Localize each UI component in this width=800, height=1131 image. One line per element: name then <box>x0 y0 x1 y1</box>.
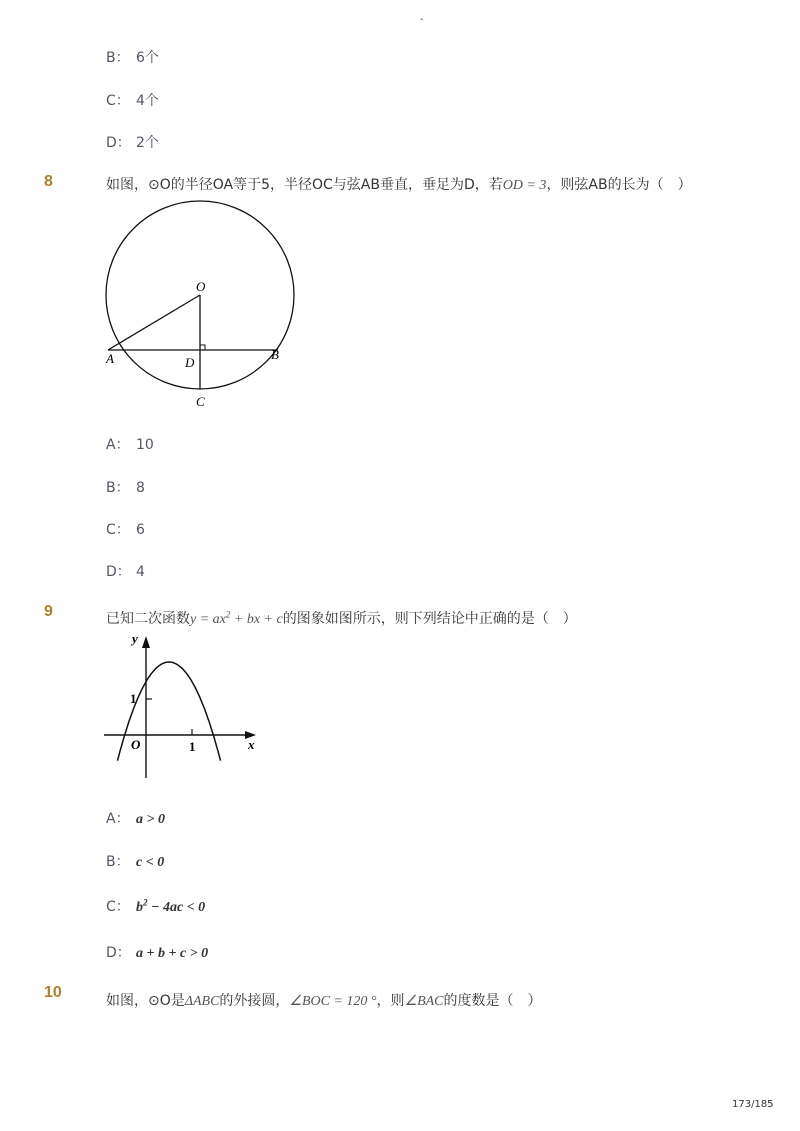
label-y-one: 1 <box>130 691 137 706</box>
option-label: B： <box>106 854 130 870</box>
label-o: O <box>196 279 206 294</box>
question-8-text <box>106 174 692 194</box>
question-number-9: 9 <box>44 603 53 620</box>
option-text: 4个 <box>136 93 159 109</box>
option-label: C： <box>106 93 130 109</box>
q9-text-a: 已知二次函数 <box>106 611 190 627</box>
label-origin: O <box>131 737 141 752</box>
label-c: C <box>196 394 205 409</box>
label-a: A <box>106 351 114 366</box>
option-label: A： <box>106 437 130 453</box>
question-number-8: 8 <box>44 173 53 190</box>
y-axis-arrow <box>142 636 150 648</box>
q8-option-c[interactable] <box>106 519 145 539</box>
q8-text-a: 如图，⊙O的半径OA等于5，半径OC与弦AB垂直，垂足为D，若 <box>106 177 503 193</box>
q7-option-d[interactable] <box>106 132 159 152</box>
q8-text-b: ，则弦AB的长为（ ） <box>546 177 692 193</box>
question-number-10: 10 <box>44 984 62 1001</box>
header-mark: - <box>420 14 424 25</box>
q9-math-b: + bx + c <box>230 612 283 627</box>
page-number: 173/185 <box>732 1099 774 1110</box>
option-text: 6个 <box>136 50 159 66</box>
option-text: 4 <box>136 564 145 580</box>
option-label: D： <box>106 135 131 151</box>
q8-option-b[interactable] <box>106 477 145 497</box>
q7-option-b[interactable] <box>106 47 159 67</box>
q9-math-a: y = ax <box>190 612 226 627</box>
option-math: c < 0 <box>136 855 165 870</box>
option-math-a: b <box>136 900 143 915</box>
q9-text-b: 的图象如图所示，则下列结论中正确的是（ ） <box>282 611 577 627</box>
q9-option-a[interactable] <box>106 808 165 828</box>
q8-option-a[interactable] <box>106 434 154 454</box>
question-9-text <box>106 608 577 628</box>
q9-math-sup: 2 <box>225 609 231 620</box>
radius-oa <box>108 295 200 350</box>
q10-text-d: 的度数是（ ） <box>443 993 542 1009</box>
option-label: D： <box>106 945 131 961</box>
q8-circle-figure <box>100 195 310 415</box>
option-math: a + b + c > 0 <box>136 946 209 961</box>
q10-text-c: ，则 <box>376 993 405 1009</box>
label-d: D <box>185 355 195 370</box>
label-x-one: 1 <box>189 739 196 754</box>
label-y: y <box>132 631 138 646</box>
q9-option-c[interactable] <box>106 896 205 916</box>
option-text: 2个 <box>136 135 159 151</box>
q10-math-a: ΔABC <box>184 994 220 1009</box>
right-angle-mark <box>200 345 205 350</box>
option-math-b: − 4ac < 0 <box>147 900 206 915</box>
option-text: 6 <box>136 522 145 538</box>
option-label: B： <box>106 480 130 496</box>
q9-option-d[interactable] <box>106 942 208 962</box>
q9-option-b[interactable] <box>106 851 164 871</box>
q8-math: OD = 3 <box>502 178 547 193</box>
q10-text-b: 的外接圆， <box>219 993 290 1009</box>
option-label: B： <box>106 50 130 66</box>
label-x: x <box>248 737 255 752</box>
option-label: C： <box>106 522 130 538</box>
option-text: 10 <box>136 437 154 453</box>
option-label: D： <box>106 564 131 580</box>
q7-option-c[interactable] <box>106 90 159 110</box>
option-math-sup: 2 <box>143 897 148 908</box>
option-label: A： <box>106 811 130 827</box>
q10-math-b: ∠BOC = 120 ° <box>289 994 377 1009</box>
q10-math-c: ∠BAC <box>404 994 444 1009</box>
question-10-text <box>106 990 542 1010</box>
q9-parabola-graph <box>100 630 265 782</box>
label-b: B <box>271 347 279 362</box>
option-label: C： <box>106 899 130 915</box>
q10-text-a: 如图，⊙O是 <box>106 993 185 1009</box>
q8-option-d[interactable] <box>106 561 145 581</box>
option-math: a > 0 <box>136 812 165 827</box>
option-text: 8 <box>136 480 145 496</box>
